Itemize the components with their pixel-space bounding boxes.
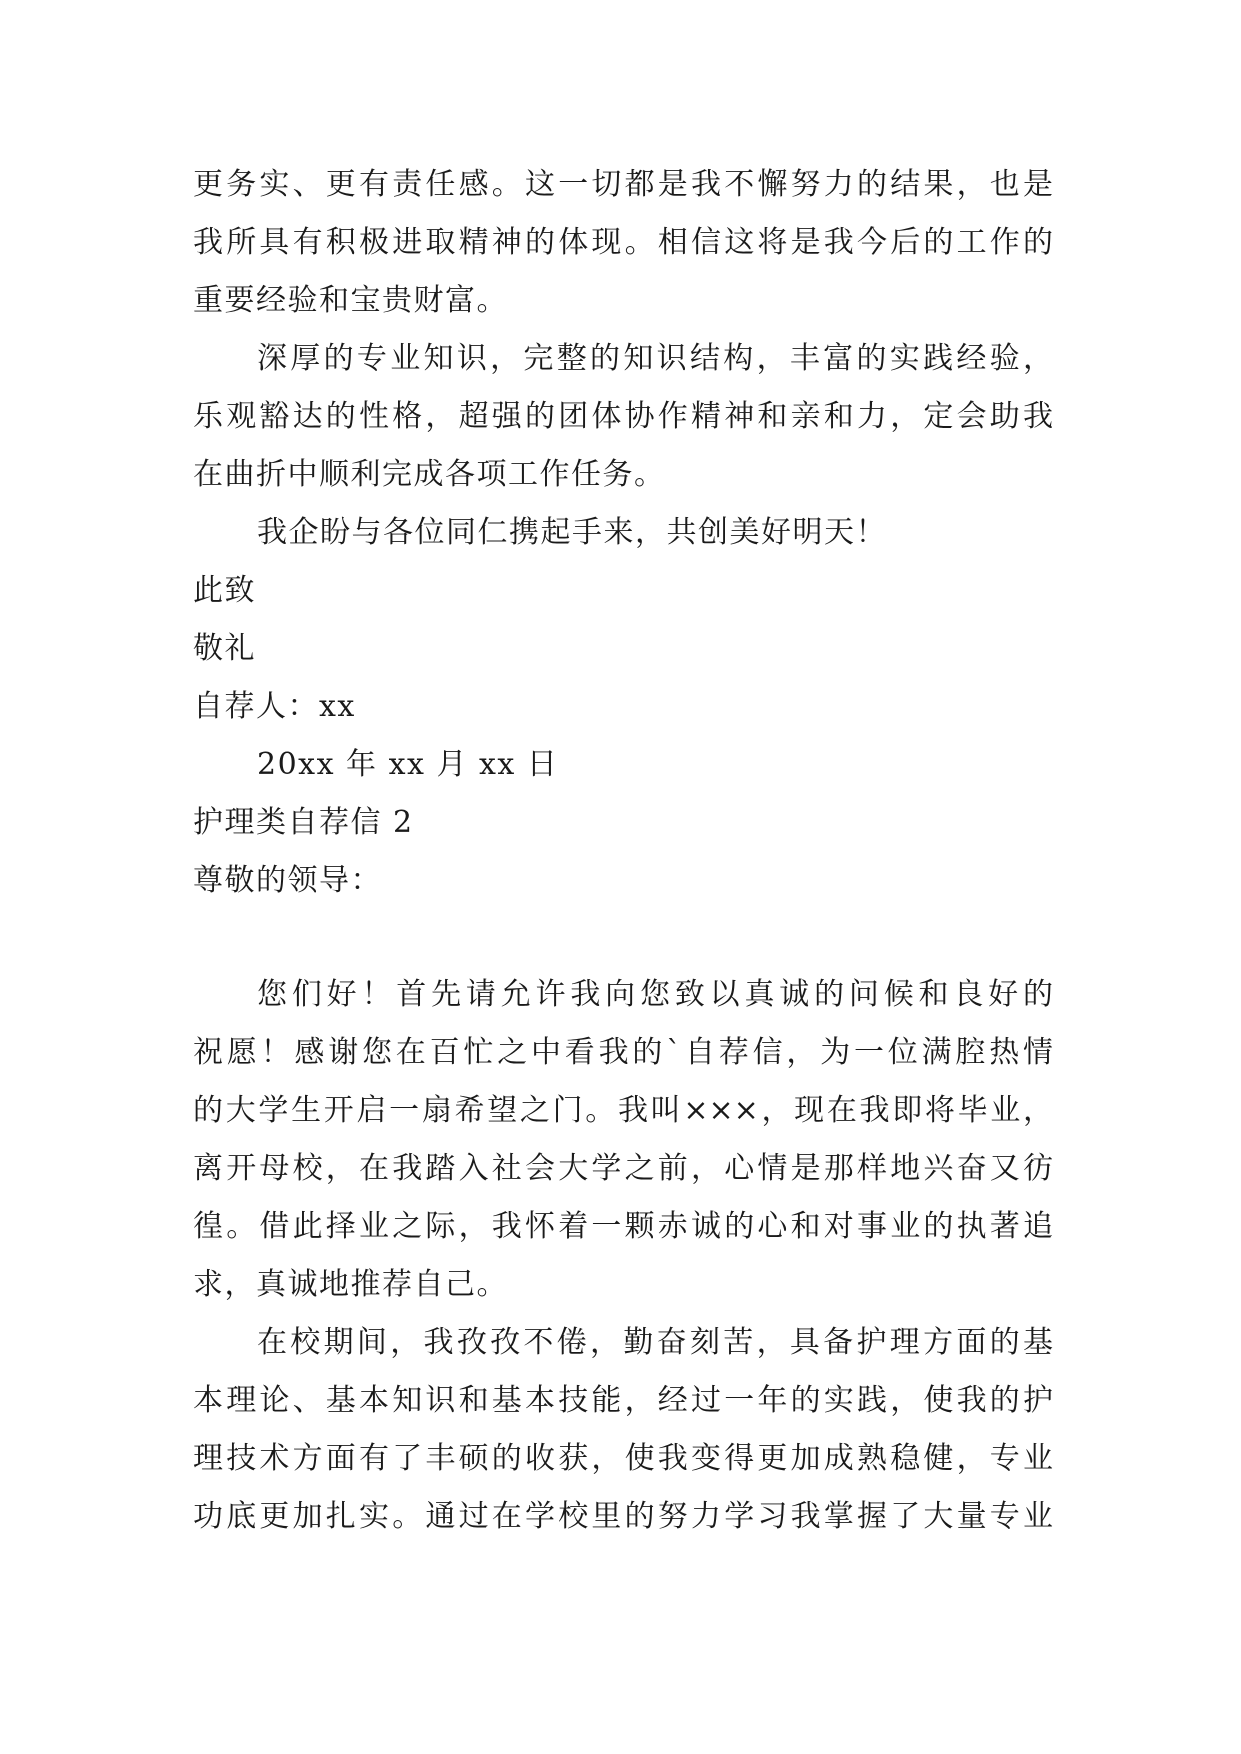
paragraph-line: 本理论、基本知识和基本技能，经过一年的实践，使我的护 <box>193 1383 1053 1418</box>
date-line: 20xx 年 xx 月 xx 日 <box>257 747 559 782</box>
paragraph-line: 我企盼与各位同仁携起手来，共创美好明天！ <box>257 515 887 550</box>
paragraph-line: 我所具有积极进取精神的体现。相信这将是我今后的工作的 <box>193 225 1053 260</box>
paragraph-line: 在曲折中顺利完成各项工作任务。 <box>193 457 666 492</box>
signer-line: 自荐人：xx <box>193 689 356 724</box>
paragraph-line: 重要经验和宝贵财富。 <box>193 283 508 318</box>
paragraph-line: 徨。借此择业之际，我怀着一颗赤诚的心和对事业的执著追 <box>193 1209 1053 1244</box>
paragraph-line: 理技术方面有了丰硕的收获，使我变得更加成熟稳健，专业 <box>193 1441 1053 1476</box>
greeting: 尊敬的领导： <box>193 863 382 898</box>
paragraph-line: 的大学生开启一扇希望之门。我叫×××，现在我即将毕业， <box>193 1093 1053 1128</box>
paragraph-line: 深厚的专业知识，完整的知识结构，丰富的实践经验， <box>257 341 1053 376</box>
paragraph-line: 求，真诚地推荐自己。 <box>193 1267 508 1302</box>
paragraph-line: 功底更加扎实。通过在学校里的努力学习我掌握了大量专业 <box>193 1499 1053 1534</box>
paragraph-line: 您们好！首先请允许我向您致以真诚的问候和良好的 <box>257 977 1053 1012</box>
section-title: 护理类自荐信 2 <box>193 805 414 840</box>
paragraph-line: 在校期间，我孜孜不倦，勤奋刻苦，具备护理方面的基 <box>257 1325 1053 1360</box>
closing-salutation: 此致 <box>193 573 256 608</box>
paragraph-line: 乐观豁达的性格，超强的团体协作精神和亲和力，定会助我 <box>193 399 1053 434</box>
paragraph-line: 祝愿！感谢您在百忙之中看我的`自荐信，为一位满腔热情 <box>193 1035 1053 1070</box>
paragraph-line: 更务实、更有责任感。这一切都是我不懈努力的结果，也是 <box>193 167 1053 202</box>
closing-salutation: 敬礼 <box>193 631 256 666</box>
paragraph-line: 离开母校，在我踏入社会大学之前，心情是那样地兴奋又彷 <box>193 1151 1053 1186</box>
